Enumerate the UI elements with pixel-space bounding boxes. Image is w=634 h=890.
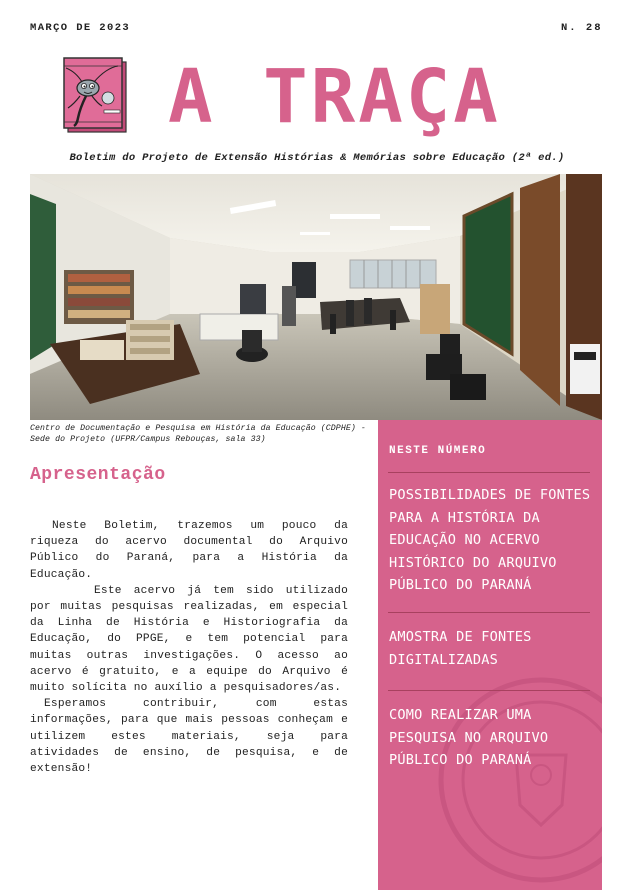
article-body [30,518,348,777]
newsletter-title: A TRAÇA [168,54,501,140]
book-with-silverfish-icon [58,52,132,134]
divider [388,472,590,473]
contents-item[interactable]: POSSIBILIDADES DE FONTES PARA A HISTÓRIA DA EDUCAÇÃO NO ACERVO HISTÓRICO DO ARQUIVO PÚBLICO DO PARANÁ [389,487,591,593]
contents-label: NESTE NÚMERO [389,445,487,457]
archive-room-photo [30,174,602,420]
article-paragraph: Este acervo já tem sido utilizado por muitas pesquisas realizadas, em especial da Linha de História e Historiografia da Educação, do PPGE, e tem potencial para muitas outras investigações. O acesso ao acervo é gratuito, e a equipe do Arquivo é muito solícita no auxílio a pesquisadores/as. [30,584,348,695]
section-heading: Apresentação [30,465,166,485]
issue-date: MARÇO DE 2023 [30,22,131,34]
divider [388,612,590,613]
photo-caption: Centro de Documentação e Pesquisa em História da Educação (CDPHE) - Sede do Projeto (UFPR/Campus Rebouças, sala 33) [30,424,366,444]
article-paragraph: Esperamos contribuir, com estas informações, para que mais pessoas conheçam e utilizem estes materiais, seja para atividades de ensino, de pesquisa, e de extensão! [30,698,348,776]
issue-number: N. 28 [561,22,603,34]
article-paragraph: Neste Boletim, trazemos um pouco da riqueza do acervo documental do Arquivo Público do Paraná, para a História da Educação. [30,520,348,581]
contents-item[interactable]: AMOSTRA DE FONTES DIGITALIZADAS [389,629,532,668]
newsletter-subtitle: Boletim do Projeto de Extensão Histórias & Memórias sobre Educação (2ª ed.) [69,152,565,164]
divider [388,690,590,691]
contents-panel [378,420,602,890]
contents-item[interactable]: COMO REALIZAR UMA PESQUISA NO ARQUIVO PÚBLICO DO PARANÁ [389,707,549,768]
